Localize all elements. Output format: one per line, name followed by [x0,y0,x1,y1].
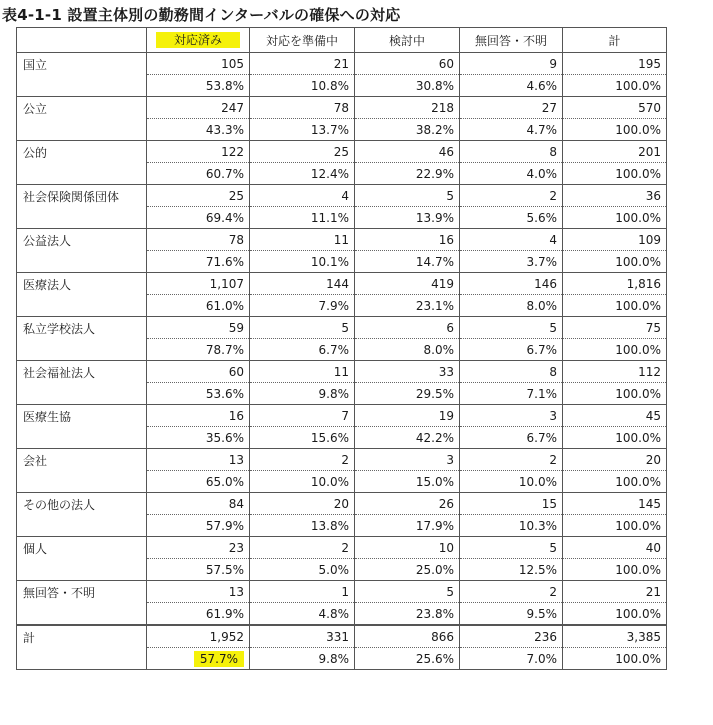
percent-cell: 29.5% [355,383,460,405]
count-cell: 10 [355,537,460,559]
percent-cell: 4.7% [460,119,563,141]
table-row-count [17,229,667,251]
count-cell: 25 [250,141,355,163]
column-header [355,28,460,53]
percent-cell: 53.8% [147,75,250,97]
percent-cell: 7.9% [250,295,355,317]
count-cell: 2 [460,449,563,471]
count-cell: 21 [563,581,667,603]
count-cell: 145 [563,493,667,515]
percent-cell: 11.1% [250,207,355,229]
count-cell: 45 [563,405,667,427]
percent-cell: 69.4% [147,207,250,229]
percent-cell: 10.0% [250,471,355,493]
count-cell: 19 [355,405,460,427]
column-header [147,28,250,53]
count-cell: 6 [355,317,460,339]
percent-cell: 6.7% [250,339,355,361]
row-label: 社会保険関係団体 [17,185,147,229]
row-label: 社会福祉法人 [17,361,147,405]
count-cell: 59 [147,317,250,339]
percent-cell: 23.8% [355,603,460,626]
count-cell: 9 [460,53,563,75]
count-cell: 105 [147,53,250,75]
count-cell: 7 [250,405,355,427]
table-row-count [17,141,667,163]
percent-cell: 4.8% [250,603,355,626]
table-title: 表4-1-1 設置主体別の勤務間インターバルの確保への対応 [2,6,401,24]
count-cell: 3 [460,405,563,427]
count-cell: 2 [460,185,563,207]
data-table [16,27,667,670]
row-label: 医療生協 [17,405,147,449]
highlighted-value: 57.7% [194,651,244,667]
count-cell: 146 [460,273,563,295]
count-cell: 236 [460,625,563,648]
percent-cell: 5.6% [460,207,563,229]
percent-cell: 30.8% [355,75,460,97]
count-cell: 331 [250,625,355,648]
column-header-label: 検討中 [388,33,425,48]
count-cell: 23 [147,537,250,559]
count-cell: 13 [147,581,250,603]
percent-cell: 61.9% [147,603,250,626]
header-row [17,28,667,53]
percent-cell: 57.5% [147,559,250,581]
count-cell: 2 [250,537,355,559]
percent-cell: 17.9% [355,515,460,537]
count-cell: 21 [250,53,355,75]
count-cell: 16 [147,405,250,427]
table-row-count [17,405,667,427]
percent-cell: 10.1% [250,251,355,273]
row-label: 公立 [17,97,147,141]
count-cell: 5 [250,317,355,339]
count-cell: 1,816 [563,273,667,295]
count-cell: 60 [355,53,460,75]
percent-cell: 78.7% [147,339,250,361]
percent-cell: 100.0% [563,515,667,537]
count-cell: 2 [460,581,563,603]
count-cell: 78 [147,229,250,251]
count-cell: 15 [460,493,563,515]
count-cell: 33 [355,361,460,383]
percent-cell: 42.2% [355,427,460,449]
row-label: 公益法人 [17,229,147,273]
count-cell: 2 [250,449,355,471]
count-cell: 11 [250,229,355,251]
percent-cell: 100.0% [563,559,667,581]
percent-cell: 65.0% [147,471,250,493]
percent-cell: 43.3% [147,119,250,141]
table-row-count [17,449,667,471]
column-header-label: 対応を準備中 [265,33,338,48]
count-cell: 26 [355,493,460,515]
count-cell: 218 [355,97,460,119]
percent-cell: 23.1% [355,295,460,317]
table-row-count [17,493,667,515]
column-header-label: 対応済み [156,32,240,48]
percent-cell: 100.0% [563,339,667,361]
row-label: 医療法人 [17,273,147,317]
count-cell: 109 [563,229,667,251]
column-header-label: 計 [608,33,621,48]
count-cell: 112 [563,361,667,383]
percent-cell: 15.6% [250,427,355,449]
percent-cell: 38.2% [355,119,460,141]
count-cell: 195 [563,53,667,75]
percent-cell: 100.0% [563,383,667,405]
percent-cell: 71.6% [147,251,250,273]
percent-cell: 12.4% [250,163,355,185]
column-header [250,28,355,53]
percent-cell: 53.6% [147,383,250,405]
percent-cell: 4.6% [460,75,563,97]
percent-cell: 25.6% [355,648,460,670]
count-cell: 11 [250,361,355,383]
percent-cell: 5.0% [250,559,355,581]
table-row-count [17,581,667,603]
percent-cell: 25.0% [355,559,460,581]
count-cell: 46 [355,141,460,163]
percent-cell: 100.0% [563,603,667,626]
row-label: 無回答・不明 [17,581,147,626]
percent-cell: 100.0% [563,119,667,141]
count-cell: 1,107 [147,273,250,295]
column-header [563,28,667,53]
percent-cell: 6.7% [460,427,563,449]
count-cell: 78 [250,97,355,119]
count-cell: 866 [355,625,460,648]
percent-cell: 8.0% [460,295,563,317]
count-cell: 20 [563,449,667,471]
header-corner [17,28,147,53]
count-cell: 201 [563,141,667,163]
row-label: その他の法人 [17,493,147,537]
count-cell: 13 [147,449,250,471]
count-cell: 1 [250,581,355,603]
percent-cell: 60.7% [147,163,250,185]
percent-cell: 12.5% [460,559,563,581]
percent-cell [147,648,250,670]
count-cell: 3,385 [563,625,667,648]
percent-cell: 15.0% [355,471,460,493]
percent-cell: 100.0% [563,75,667,97]
table-row-count [17,97,667,119]
table-row-count [17,361,667,383]
percent-cell: 4.0% [460,163,563,185]
table-body [17,53,667,626]
table-row-count [17,185,667,207]
count-cell: 20 [250,493,355,515]
column-header [460,28,563,53]
table-row-count [17,537,667,559]
row-label: 計 [17,625,147,670]
percent-cell: 6.7% [460,339,563,361]
count-cell: 5 [355,185,460,207]
count-cell: 419 [355,273,460,295]
percent-cell: 10.3% [460,515,563,537]
percent-cell: 35.6% [147,427,250,449]
table-row-count [17,273,667,295]
count-cell: 84 [147,493,250,515]
table-row-count [17,317,667,339]
count-cell: 36 [563,185,667,207]
count-cell: 247 [147,97,250,119]
table-row-count [17,53,667,75]
count-cell: 16 [355,229,460,251]
percent-cell: 8.0% [355,339,460,361]
percent-cell: 14.7% [355,251,460,273]
percent-cell: 10.8% [250,75,355,97]
row-label: 公的 [17,141,147,185]
row-label: 会社 [17,449,147,493]
column-header-label: 無回答・不明 [474,33,547,48]
percent-cell: 3.7% [460,251,563,273]
count-cell: 25 [147,185,250,207]
row-label: 私立学校法人 [17,317,147,361]
percent-cell: 9.5% [460,603,563,626]
percent-cell: 100.0% [563,295,667,317]
count-cell: 75 [563,317,667,339]
count-cell: 27 [460,97,563,119]
count-cell: 570 [563,97,667,119]
count-cell: 4 [460,229,563,251]
count-cell: 5 [460,537,563,559]
percent-cell: 100.0% [563,427,667,449]
count-cell: 3 [355,449,460,471]
count-cell: 5 [460,317,563,339]
percent-cell: 100.0% [563,251,667,273]
count-cell: 5 [355,581,460,603]
count-cell: 1,952 [147,625,250,648]
count-cell: 144 [250,273,355,295]
row-label: 国立 [17,53,147,97]
percent-cell: 61.0% [147,295,250,317]
table-row-count [17,625,667,648]
percent-cell: 100.0% [563,163,667,185]
count-cell: 4 [250,185,355,207]
percent-cell: 22.9% [355,163,460,185]
count-cell: 8 [460,141,563,163]
percent-cell: 100.0% [563,207,667,229]
percent-cell: 10.0% [460,471,563,493]
percent-cell: 57.9% [147,515,250,537]
percent-cell: 9.8% [250,648,355,670]
percent-cell: 9.8% [250,383,355,405]
percent-cell: 7.0% [460,648,563,670]
percent-cell: 13.8% [250,515,355,537]
total-section [17,625,667,670]
count-cell: 8 [460,361,563,383]
percent-cell: 7.1% [460,383,563,405]
count-cell: 122 [147,141,250,163]
percent-cell: 100.0% [563,648,667,670]
row-label: 個人 [17,537,147,581]
count-cell: 60 [147,361,250,383]
percent-cell: 13.7% [250,119,355,141]
percent-cell: 13.9% [355,207,460,229]
percent-cell: 100.0% [563,471,667,493]
count-cell: 40 [563,537,667,559]
